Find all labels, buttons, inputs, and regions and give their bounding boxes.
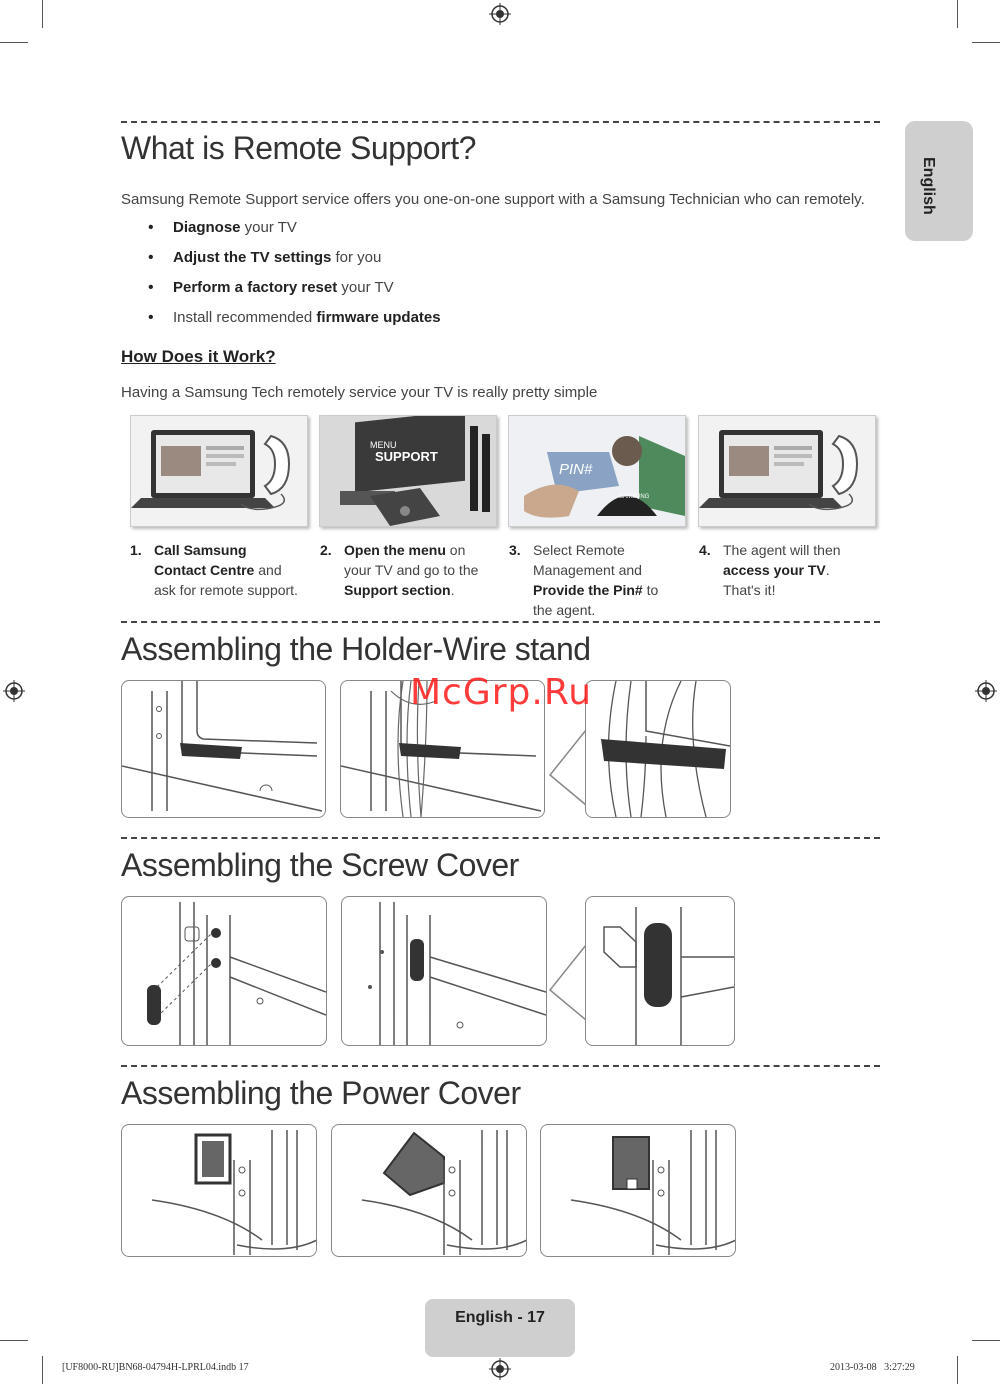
bullet-text: your TV xyxy=(240,219,297,236)
step-text xyxy=(723,540,867,600)
bullet-bold-text: Perform a factory reset xyxy=(173,279,338,296)
step-text-bold: Support section xyxy=(344,582,451,598)
step-text-bold: Call Samsung Contact Centre xyxy=(154,542,255,578)
zoom-callout-pointer xyxy=(548,730,588,810)
section-divider xyxy=(121,121,880,123)
step-image-menu-support xyxy=(319,415,497,527)
power-cover-diagram-2 xyxy=(331,1124,527,1257)
screw-cover-exploded-illustration xyxy=(122,897,326,1045)
crop-mark xyxy=(972,42,1000,43)
watermark: McGrp.Ru xyxy=(410,672,593,713)
step-text xyxy=(154,540,298,600)
section-divider xyxy=(121,621,880,623)
holder-wire-detail xyxy=(585,680,731,818)
step-image-laptop-phone xyxy=(130,415,308,527)
feature-list xyxy=(148,218,441,338)
step-number: 3. xyxy=(509,542,521,558)
step-4 xyxy=(699,540,867,600)
bullet-text: for you xyxy=(331,249,382,266)
bullet-bold-text: Adjust the TV settings xyxy=(173,249,332,266)
bullet-bold-text: Diagnose xyxy=(173,219,241,236)
section-divider xyxy=(121,1065,880,1067)
step-text-plain: Select Remote Management and xyxy=(533,542,642,578)
samsung-label: SAMSUNG xyxy=(619,494,650,500)
section-divider xyxy=(121,837,880,839)
step-text-bold: Open the menu xyxy=(344,542,446,558)
step-3 xyxy=(509,540,677,620)
power-cover-installed-illustration xyxy=(541,1125,735,1256)
step-text-plain: and ask for remote support. xyxy=(154,562,298,598)
step-number: 4. xyxy=(699,542,711,558)
screw-cover-diagram-2 xyxy=(341,896,547,1046)
step-number: 2. xyxy=(320,542,332,558)
crop-mark xyxy=(972,1340,1000,1341)
pin-label: PIN# xyxy=(559,461,593,478)
registration-mark-icon xyxy=(3,680,25,702)
holder-wire-closeup-illustration xyxy=(586,681,730,817)
laptop-phone-illustration xyxy=(699,416,875,526)
power-cover-diagram-3 xyxy=(540,1124,736,1257)
step-text xyxy=(344,540,488,600)
feature-list-item xyxy=(148,218,441,248)
bullet-text: your TV xyxy=(337,279,394,296)
how-it-works-heading: How Does it Work? xyxy=(121,347,276,366)
page-number: English - 17 xyxy=(455,1309,545,1326)
support-label: SUPPORT xyxy=(375,449,438,464)
imprint-file: [UF8000-RU]BN68-04794H-LPRL04.indb 17 xyxy=(62,1362,249,1373)
screw-cover-diagram-1 xyxy=(121,896,327,1046)
remote-support-intro: Samsung Remote Support service offers you one-on-one support with a Samsung Technician who can remotely. xyxy=(121,191,865,208)
zoom-callout-pointer xyxy=(548,945,588,1025)
step-2 xyxy=(320,540,488,600)
how-it-works-intro: Having a Samsung Tech remotely service your TV is really pretty simple xyxy=(121,384,598,401)
language-side-tab-label: English xyxy=(920,157,937,215)
step-1 xyxy=(130,540,298,600)
step-text-plain: . That's it! xyxy=(723,562,830,598)
crop-mark xyxy=(957,0,958,28)
tv-menu-illustration xyxy=(320,416,496,526)
menu-label: MENU xyxy=(370,440,397,450)
step-image-laptop-phone-2 xyxy=(698,415,876,527)
registration-mark-icon xyxy=(489,1358,511,1380)
screw-cover-title: Assembling the Screw Cover xyxy=(121,847,519,883)
bullet-bold-text: firmware updates xyxy=(316,309,441,326)
crop-mark xyxy=(957,1356,958,1384)
pin-agent-illustration xyxy=(509,416,685,526)
step-text-bold: Provide the Pin# xyxy=(533,582,643,598)
feature-list-item xyxy=(148,248,441,278)
feature-list-item xyxy=(148,278,441,308)
tv-stand-holder-illustration xyxy=(122,681,325,817)
holder-wire-diagram-1 xyxy=(121,680,326,818)
step-image-pin xyxy=(508,415,686,527)
power-cover-insert-illustration xyxy=(332,1125,526,1256)
step-text-bold: access your TV xyxy=(723,562,826,578)
crop-mark xyxy=(42,1356,43,1384)
screw-cover-detail xyxy=(585,896,735,1046)
page-number-tab xyxy=(425,1299,575,1357)
step-text-plain: The agent will then xyxy=(723,542,841,558)
step-text-plain: . xyxy=(450,582,455,598)
power-cover-diagram-1 xyxy=(121,1124,317,1257)
power-cover-removed-illustration xyxy=(122,1125,316,1256)
laptop-phone-illustration xyxy=(131,416,307,526)
remote-support-title: What is Remote Support? xyxy=(121,130,476,166)
holder-wire-title: Assembling the Holder-Wire stand xyxy=(121,631,591,667)
step-number: 1. xyxy=(130,542,142,558)
bullet-text: Install recommended xyxy=(173,309,317,326)
step-text-plain: to the agent. xyxy=(533,582,659,618)
power-cover-title: Assembling the Power Cover xyxy=(121,1075,521,1111)
registration-mark-icon xyxy=(489,3,511,25)
crop-mark xyxy=(0,1340,28,1341)
screw-cover-installed-illustration xyxy=(342,897,546,1045)
imprint-date: 2013-03-08 3:27:29 xyxy=(830,1362,915,1373)
registration-mark-icon xyxy=(975,680,997,702)
screw-cover-closeup-illustration xyxy=(586,897,734,1045)
step-text xyxy=(533,540,677,620)
step-text-plain: on your TV and go to the xyxy=(344,542,479,578)
feature-list-item xyxy=(148,308,441,338)
language-side-tab xyxy=(905,121,973,241)
crop-mark xyxy=(42,0,43,28)
crop-mark xyxy=(0,42,28,43)
